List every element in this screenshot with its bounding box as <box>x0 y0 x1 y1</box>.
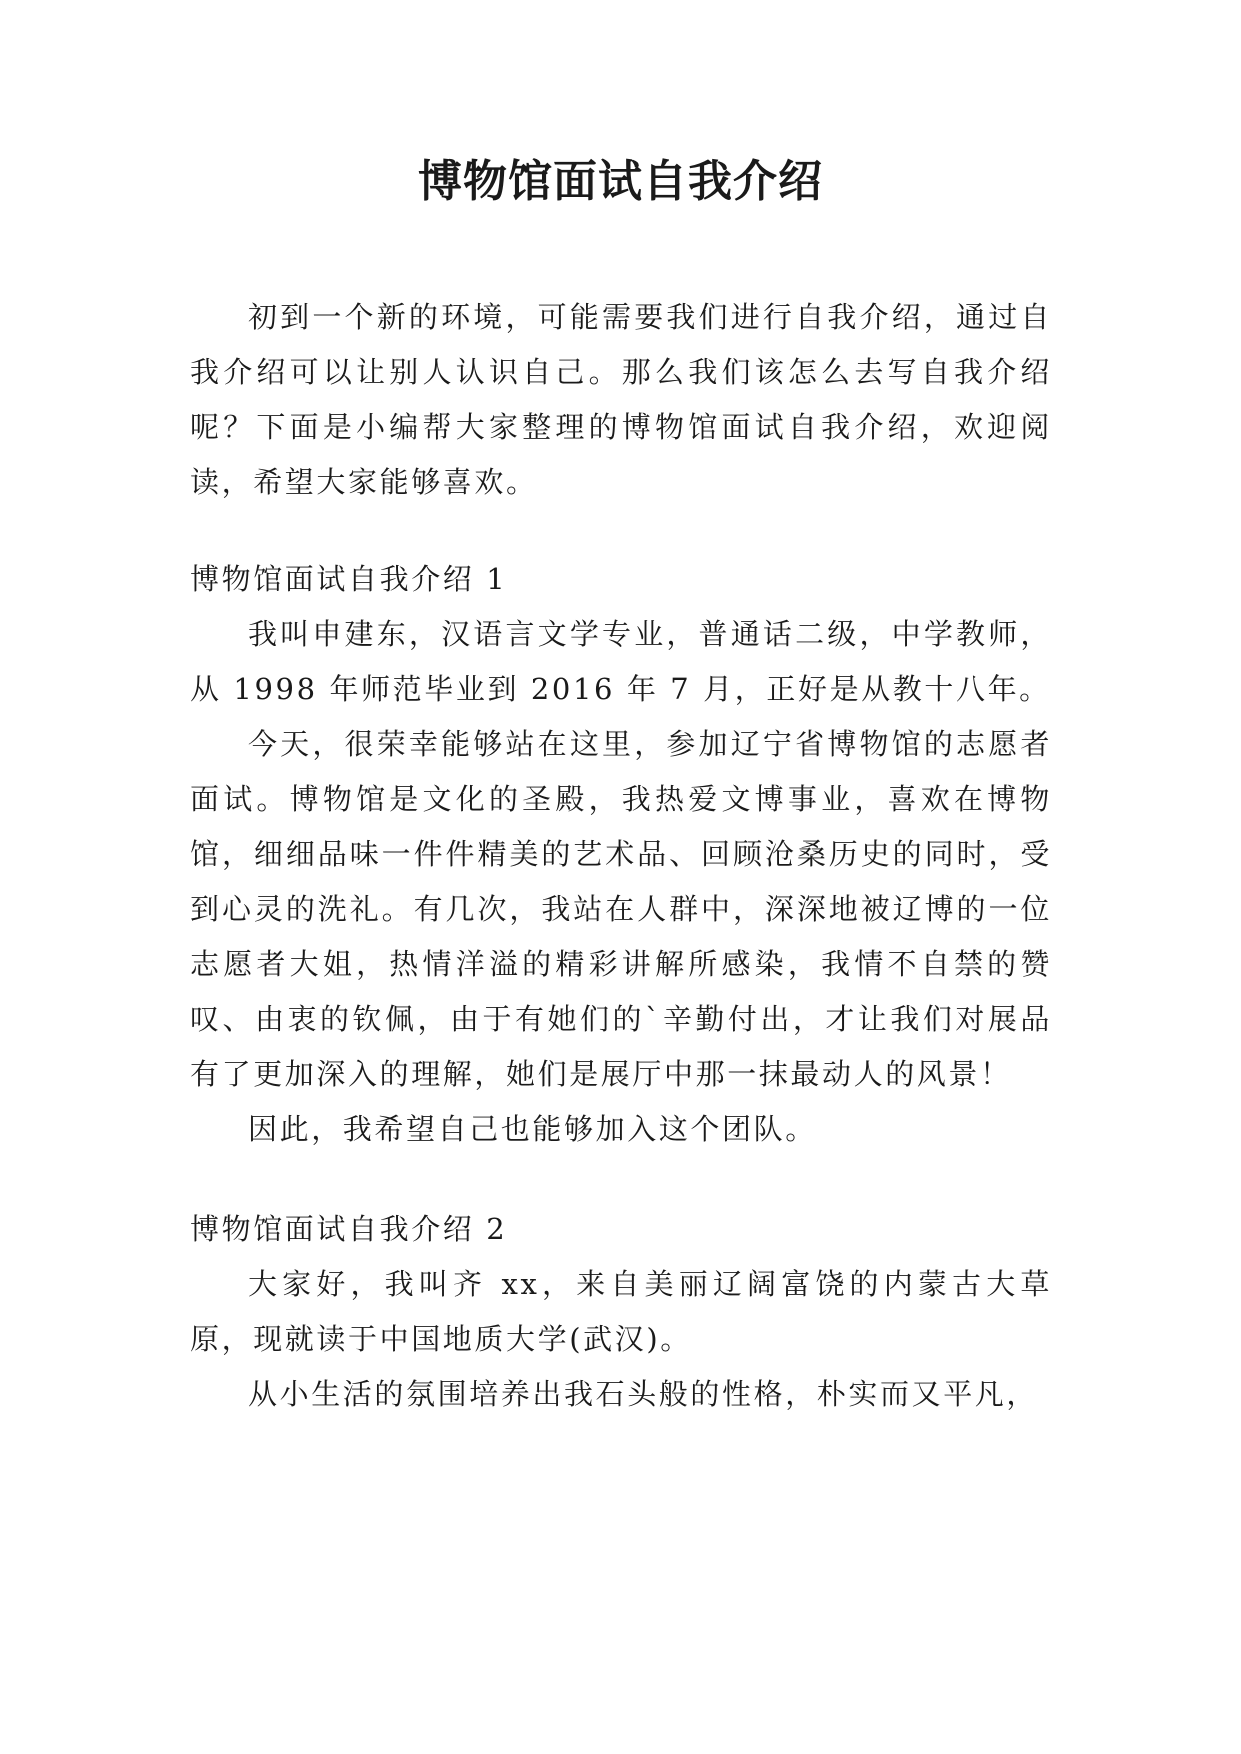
document-body <box>190 290 1052 1422</box>
section-2-paragraph-1: 大家好，我叫齐 xx，来自美丽辽阔富饶的内蒙古大草原，现就读于中国地质大学(武汉)。 <box>190 1267 1052 1356</box>
section-1-paragraph-2: 今天，很荣幸能够站在这里，参加辽宁省博物馆的志愿者面试。博物馆是文化的圣殿，我热爱文博事业，喜欢在博物馆，细细品味一件件精美的艺术品、回顾沧桑历史的同时，受到心灵的洗礼。有几次，我站在人群中，深深地被辽博的一位志愿者大姐，热情洋溢的精彩讲解所感染，我情不自禁的赞叹、由衷的钦佩，由于有她们的`辛勤付出，才让我们对展品有了更加深入的理解，她们是展厅中那一抹最动人的风景！ <box>190 727 1052 1091</box>
spacer <box>190 510 1052 552</box>
section-1-paragraph-3: 因此，我希望自己也能够加入这个团队。 <box>248 1112 817 1146</box>
document-title: 博物馆面试自我介绍 <box>418 156 823 207</box>
section-2-paragraph-2: 从小生活的氛围培养出我石头般的性格，朴实而又平凡， <box>248 1377 1039 1411</box>
intro-paragraph: 初到一个新的环境，可能需要我们进行自我介绍，通过自我介绍可以让别人认识自己。那么我们该怎么去写自我介绍呢？下面是小编帮大家整理的博物馆面试自我介绍，欢迎阅读，希望大家能够喜欢。 <box>190 300 1052 499</box>
section-heading-1: 博物馆面试自我介绍 1 <box>190 562 508 596</box>
spacer <box>190 1157 1052 1202</box>
section-heading-2: 博物馆面试自我介绍 2 <box>190 1212 508 1246</box>
section-1-paragraph-1: 我叫申建东，汉语言文学专业，普通话二级，中学教师，从 1998 年师范毕业到 2016 年 7 月，正好是从教十八年。 <box>190 617 1052 706</box>
